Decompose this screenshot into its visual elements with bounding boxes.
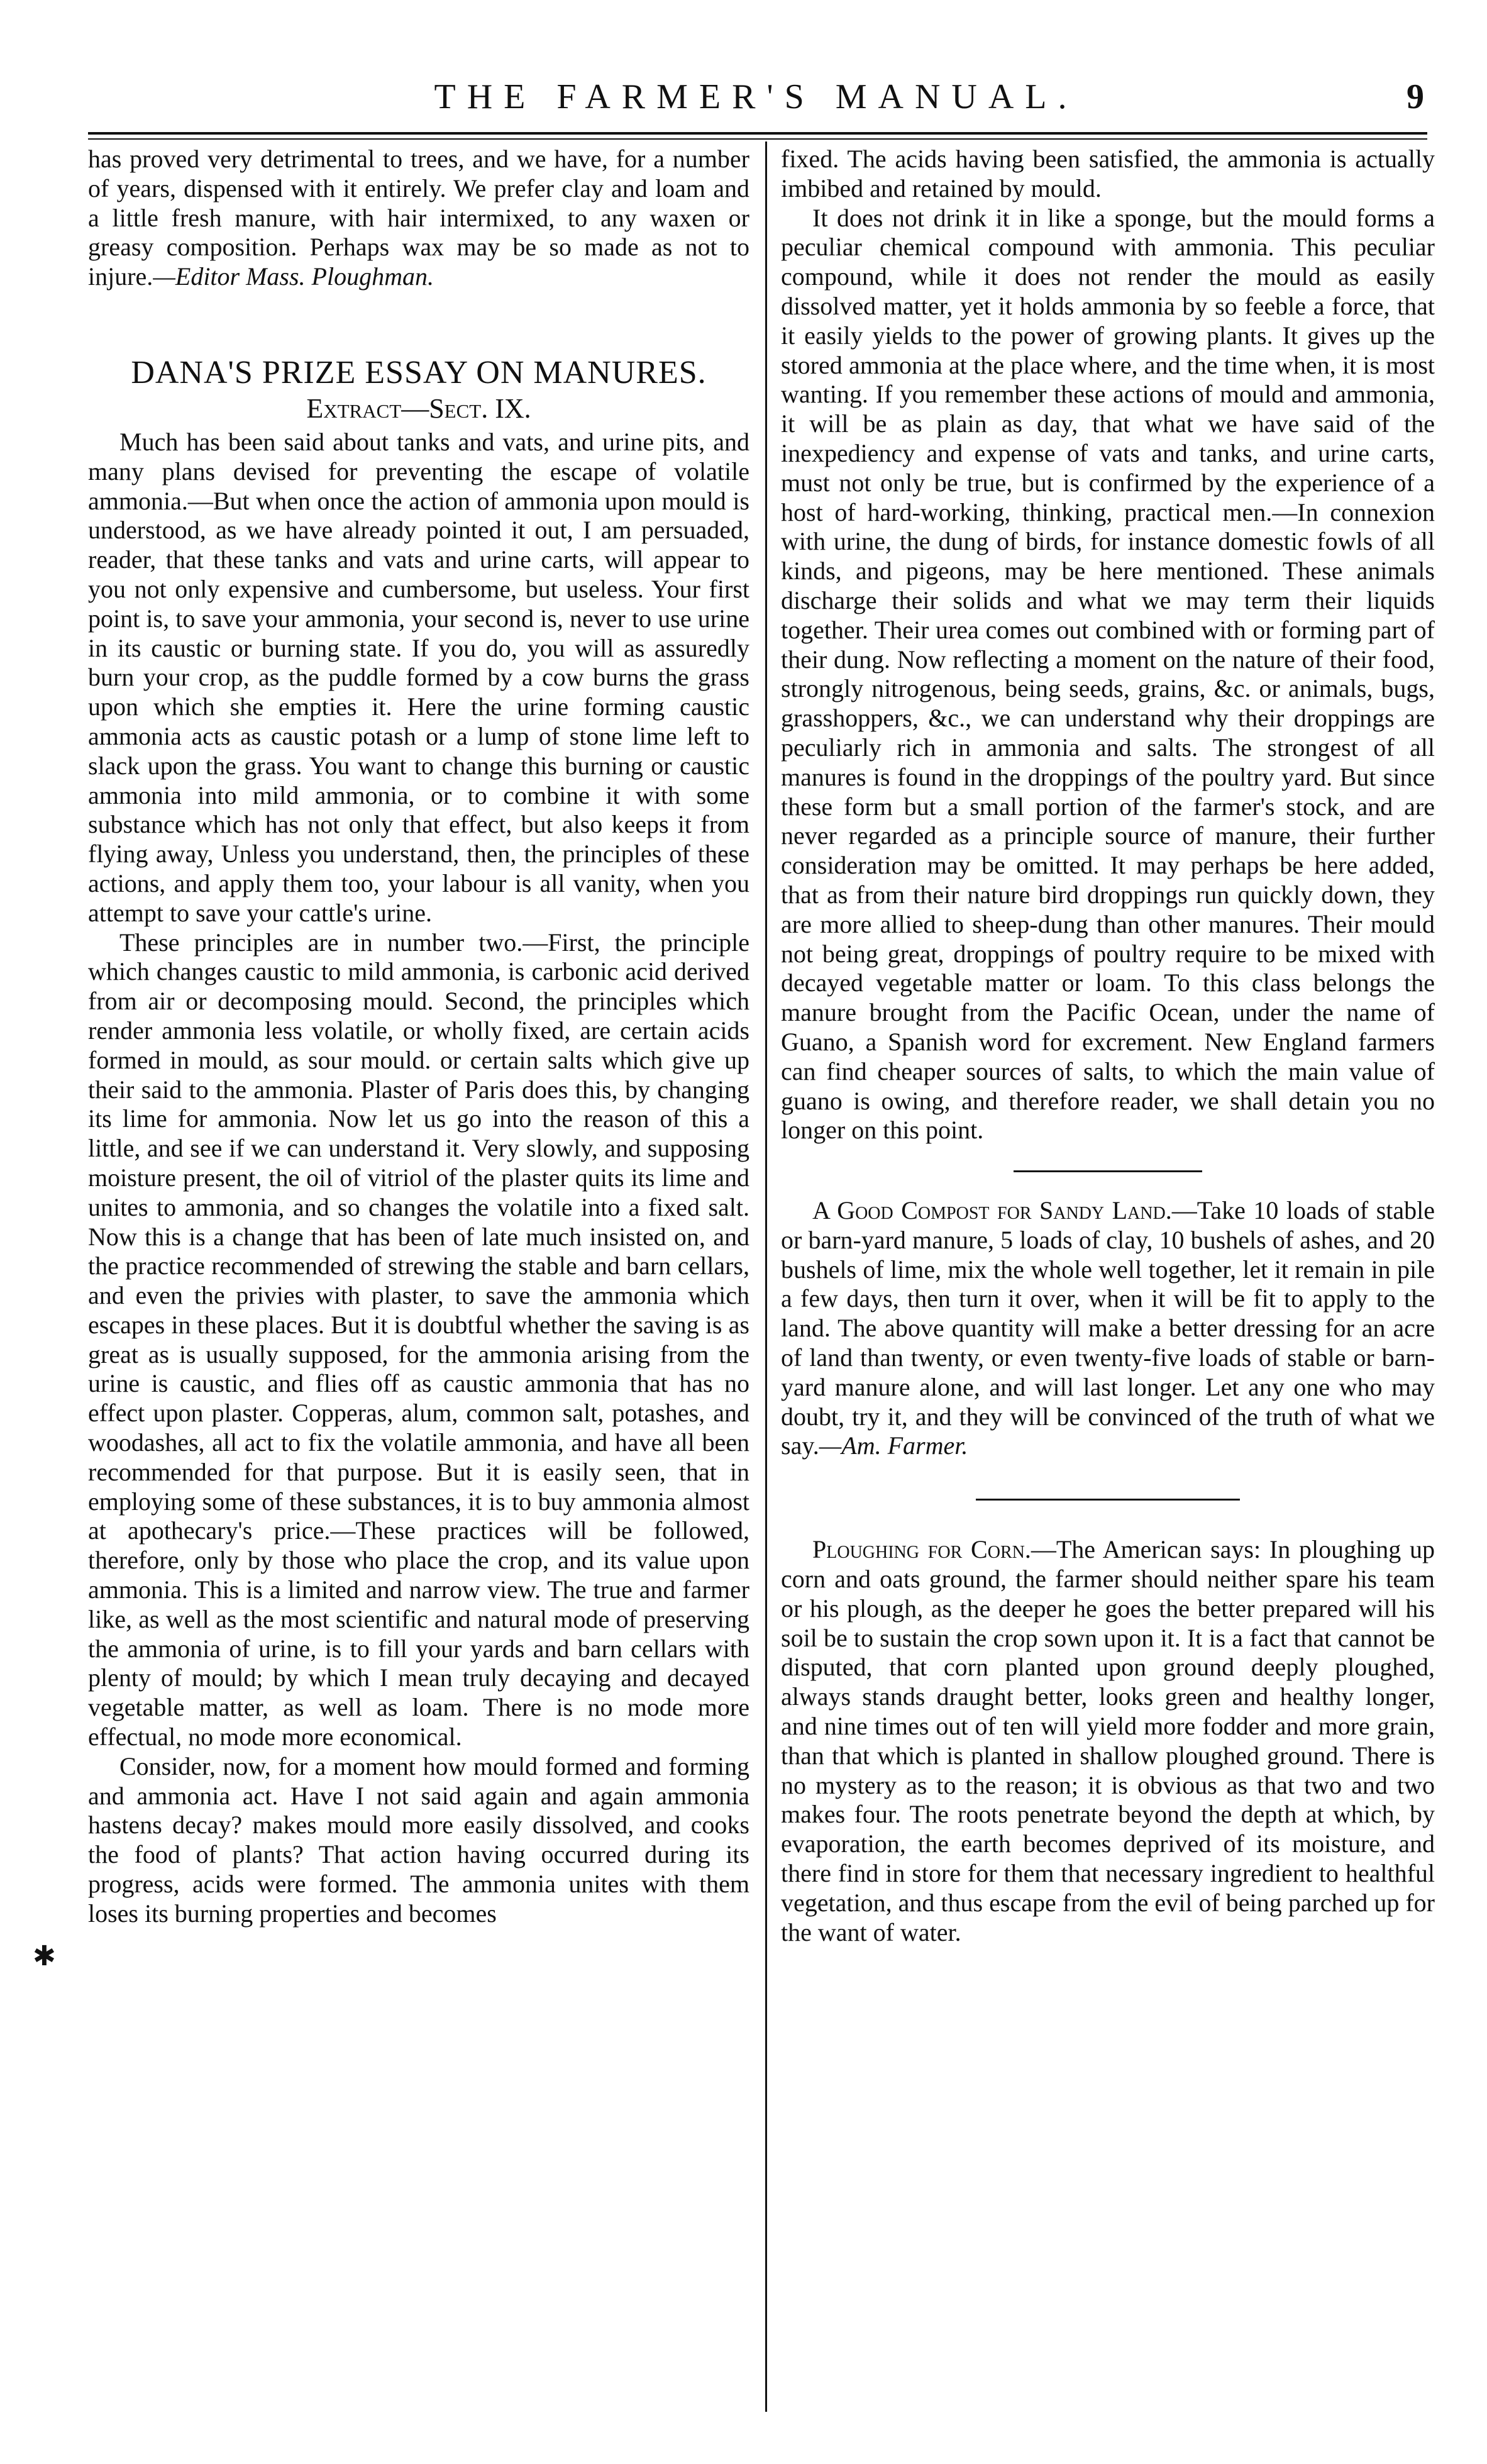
intro-attribution: —Editor Mass. Ploughman. [153,262,434,291]
essay-title: DANA'S PRIZE ESSAY ON MANURES. [131,354,707,391]
compost-heading: A Good Compost for Sandy Land. [812,1196,1172,1225]
essay-subtitle: Extract—Sect. IX. [306,392,531,424]
page-header [88,77,1424,127]
compost-body: —Take 10 loads of stable or barn-yard manure, 5 loads of clay, 10 bushels of ashes, and 20 bushels of lime, mix the whole well together, let it remain in pile a few days, then turn it over, when it will be fit to apply to the land. The above quantity will make a better dressing for an acre of land than twenty, or even twenty-five loads of stable or barn-yard manure alone, and will last longer. Let any one who may doubt, try it, and they will be convinced of the truth of what we say. [781,1196,1435,1460]
compost-attribution: —Am. Farmer. [819,1431,968,1460]
running-title: THE FARMER'S MANUAL. [434,77,1078,116]
ploughing-heading: Ploughing for Corn. [812,1535,1031,1564]
header-rule-thin [88,138,1427,140]
essay-paragraph: Much has been said about tanks and vats, and urine pits, and many plans devised for preventing the escape of volatile ammonia.—But when once the action of ammonia upon mould is understood, as we have already pointed it out, I am persuaded, reader, that these tanks and vats and urine carts, will appear to you not only expensive and cumbersome, but useless. Your first point is, to save your ammonia, your second is, never to use urine in its caustic or burning state. If you do, you will as assuredly burn your crop, as the puddle formed by a cow burns the grass upon which she empties it. Here the urine forming caustic ammonia acts as caustic potash or a lump of stone lime left to slack upon the grass. You want to change this burning or caustic ammonia into mild ammonia, or to combine it with some substance which has not only that effect, but also keeps it from flying away, Unless you understand, then, the principles of these actions, and apply them too, your labour is all vanity, when you attempt to save your cattle's urine. [88,427,749,927]
essay-paragraph: These principles are in number two.—First, the principle which changes caustic to mild ammonia, is carbonic acid derived from air or decomposing mould. Second, the principles which render ammonia less volatile, or wholly fixed, are certain acids formed in mould, as sour mould. or certain salts which give up their said to the ammonia. Plaster of Paris does this, by changing its lime for ammonia. Now let us go into the reason of this a little, and see if we can understand it. Very slowly, and supposing moisture present, the oil of vitriol of the plaster quits its lime and unites to ammonia, and so changes the volatile into a fixed salt. Now this is a change that has been of late much insisted on, and the practice recommended of strewing the stable and barn cellars, and even the privies with plaster, to save the ammonia which escapes in these places. But it is doubtful whether the saving is as great as is usually supposed, for the ammonia arising from the urine is caustic, and flies off as caustic ammonia that has no effect upon plaster. Copperas, alum, common salt, potashes, and woodashes, all act to fix the volatile ammonia, and have all been recommended for that purpose. But it is easily seen, that in employing some of these substances, it is to buy ammonia almost at apothecary's price.—These practices will be followed, therefore, only by those who place the crop, and its value upon ammonia. This is a limited and narrow view. The true and farmer like, as well as the most scientific and natural mode of preserving the ammonia of urine, is to fill your yards and barn cellars with plenty of mould; by which I mean truly decaying and decayed vegetable matter, as well as loam. There is no mode more effectual, no mode more economical. [88,928,749,1751]
page-number: 9 [1407,77,1424,116]
ploughing-body: —The American says: In ploughing up corn and oats ground, the farmer should neither spare his team or his plough, as the deeper he goes the better prepared will his soil be to sustain the crop sown upon it. It is a fact that cannot be disputed, that corn planted upon ground deeply ploughed, always stands draught better, looks green and healthy longer, and nine times out of ten will yield more fodder and more grain, than that which is planted in shallow ploughed ground. There is no mystery as to the reason; it is obvious as that two and two makes four. The roots penetrate beyond the depth at which, by evaporation, the earth becomes deprived of its moisture, and there find in store for them that necessary ingredient to healthful vegetation, and thus escape from the evil of being parched up for the want of water. [781,1535,1435,1946]
section-divider [1014,1170,1202,1172]
ploughing-article [781,1535,1435,1947]
left-column [88,145,749,1929]
right-column [781,145,1435,1947]
essay-continuation: fixed. The acids having been satisfied, the ammonia is actually imbibed and retained by mould. [781,145,1435,203]
intro-paragraph [88,145,749,292]
essay-paragraph: Consider, now, for a moment how mould formed and forming and ammonia act. Have I not said again and again ammonia hastens decay? makes mould more easily dissolved, and cooks the food of plants? That action having occurred during its progress, acids were formed. The ammonia unites with them loses its burning properties and becomes [88,1751,749,1928]
section-divider [976,1499,1240,1501]
compost-article [781,1196,1435,1461]
column-divider [765,142,767,2412]
essay-paragraph: It does not drink it in like a sponge, but the mould forms a peculiar chemical compound with ammonia. This peculiar compound, while it does not render the mould as easily dissolved matter, yet it holds ammonia by so feeble a force, that it easily yields to the power of growing plants. It gives up the stored ammonia at the place where, and the time when, it is most wanting. If you remember these actions of mould and ammonia, it will be as plain as day, that what we have said of the inexpediency and expense of vats and tanks, and urine carts, must not only be true, but is confirmed by the experience of a host of hard-working, thinking, practical men.—In connexion with urine, the dung of birds, for instance domestic fowls of all kinds, and pigeons, may be here mentioned. These animals discharge their solids and what we may term their liquids together. Their urea comes out combined with or forming part of their dung. Now reflecting a moment on the nature of their food, strongly nitrogenous, being seeds, grains, &c. or animals, bugs, grasshoppers, &c., we can understand why their droppings are peculiarly rich in ammonia and salts. The strongest of all manures is found in the droppings of the poultry yard. But since these form but a small portion of the farmer's stock, and are never regarded as a principle source of manure, their further consideration may be omitted. It may perhaps be here added, that as from their nature bird droppings run quickly down, they are more allied to sheep-dung than other manures. Their mould not being great, droppings of poultry require to be mixed with decayed vegetable matter or loam. To this class belongs the manure brought from the Pacific Ocean, under the name of Guano, a Spanish word for excrement. New England farmers can find cheaper sources of salts, to which the main value of guano is owing, and therefore reader, we shall detain you no longer on this point. [781,203,1435,1145]
margin-mark: ✱ [33,1941,56,1972]
intro-text: has proved very detrimental to trees, and we have, for a number of years, dispensed with it entirely. We prefer clay and loam and a little fresh manure, with hair intermixed, to any waxen or greasy composition. Perhaps wax may be so made as not to injure. [88,145,749,291]
header-rule-thick [88,132,1427,135]
